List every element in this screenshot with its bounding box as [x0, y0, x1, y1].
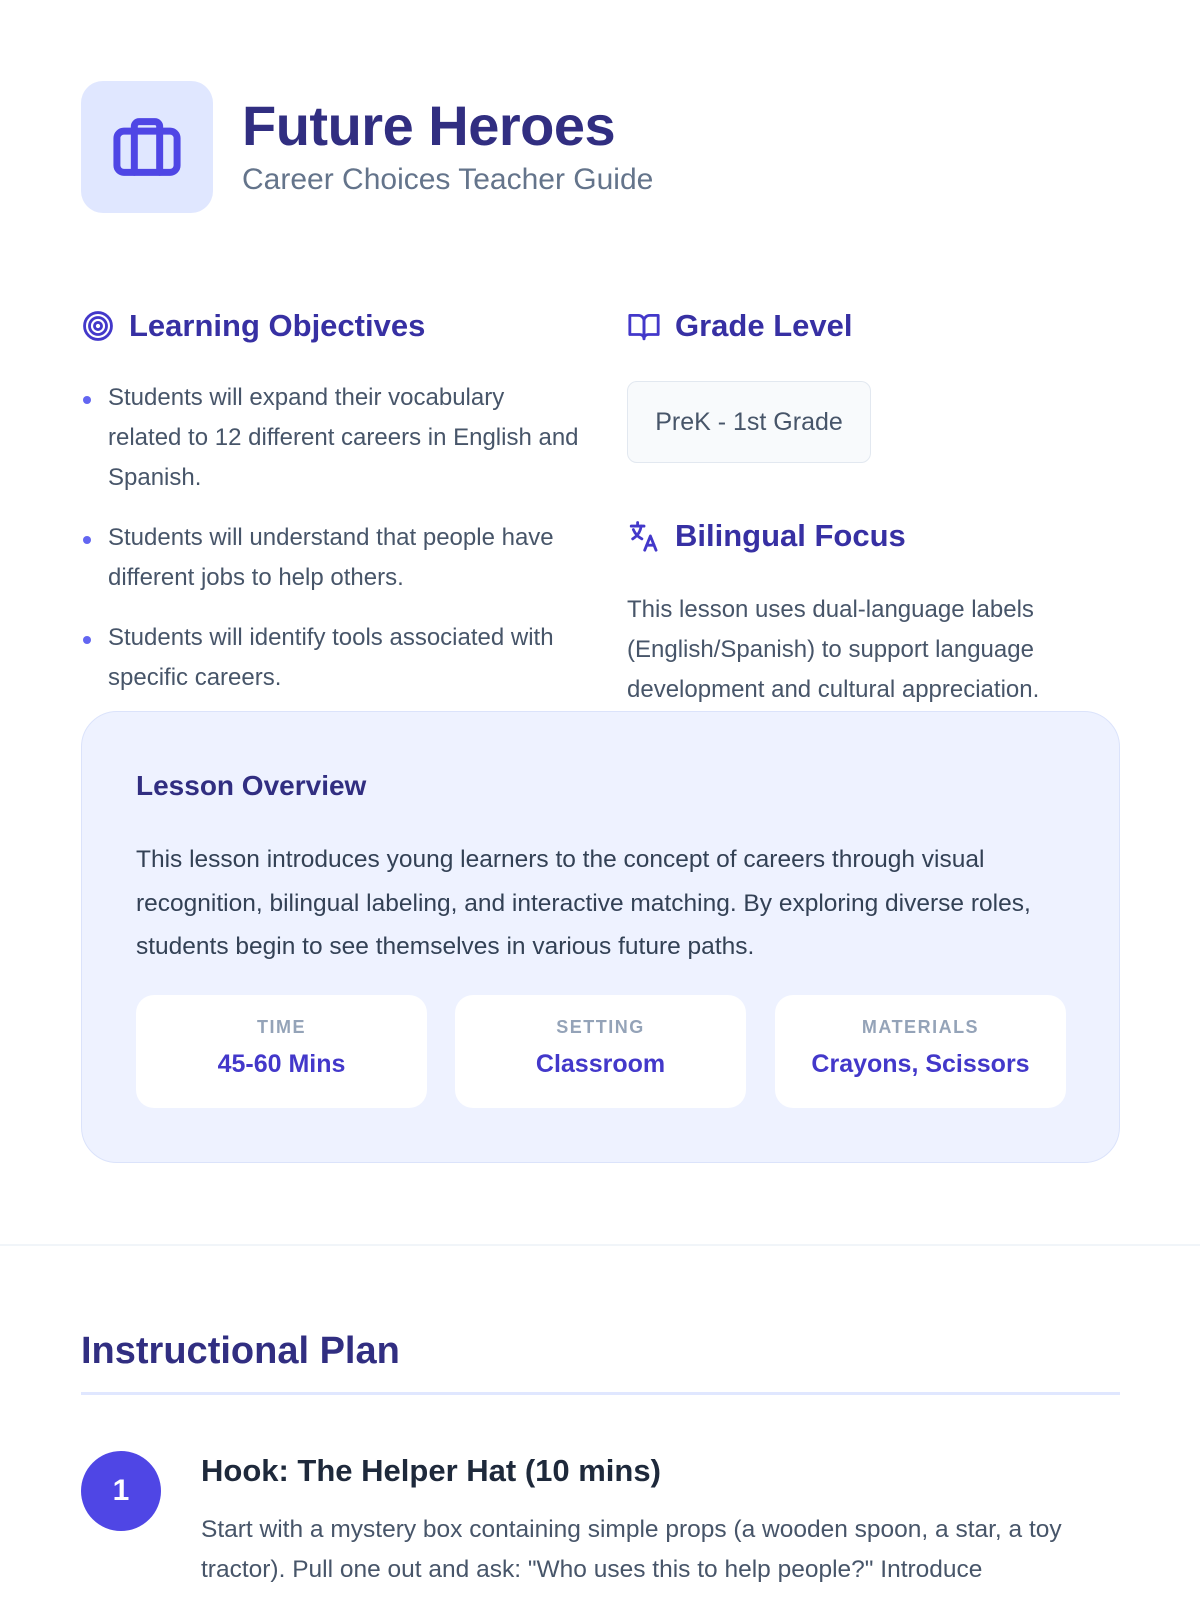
- stat-time: [136, 995, 427, 1108]
- guide-header: [81, 81, 653, 213]
- page-title: Future Heroes: [242, 94, 616, 157]
- overview-title: Lesson Overview: [136, 770, 367, 801]
- target-icon: [81, 309, 115, 343]
- grade-level-badge: PreK - 1st Grade: [627, 381, 871, 463]
- list-item: Students will understand that people have different jobs to help others.: [81, 518, 581, 598]
- stat-value: Crayons, Scissors: [811, 1050, 1030, 1078]
- step-description: Start with a mystery box containing simple props (a wooden spoon, a star, a toy tractor). Pull one out and ask: "Who uses this to help people?" Introduce: [201, 1516, 1062, 1583]
- bilingual-heading: [627, 518, 906, 554]
- stat-setting: [455, 995, 746, 1108]
- stat-value: Classroom: [535, 1050, 666, 1078]
- objectives-heading-label: Learning Objectives: [129, 308, 426, 343]
- plan-title-rule: [81, 1392, 1120, 1395]
- page-subtitle: Career Choices Teacher Guide: [242, 163, 654, 196]
- bilingual-heading-label: Bilingual Focus: [675, 518, 906, 553]
- stat-label: MATERIALS: [861, 1017, 980, 1037]
- stat-value: 45-60 Mins: [217, 1050, 346, 1078]
- bilingual-description: This lesson uses dual-language labels (English/Spanish) to support language development and cultural appreciation.: [627, 596, 1040, 703]
- plan-title: Instructional Plan: [81, 1330, 400, 1372]
- objectives-list: [81, 378, 581, 718]
- step-number-badge: 1: [81, 1451, 161, 1531]
- grade-heading: [627, 308, 852, 344]
- objectives-heading: [81, 308, 425, 344]
- step-title: Hook: The Helper Hat (10 mins): [201, 1453, 661, 1488]
- lesson-overview-card: [81, 711, 1120, 1163]
- book-open-icon: [627, 309, 661, 343]
- translate-icon: [627, 519, 661, 553]
- stat-materials: [775, 995, 1066, 1108]
- list-item: Students will expand their vocabulary related to 12 different careers in English and Spanish.: [81, 378, 581, 498]
- briefcase-icon: [109, 109, 185, 185]
- overview-text: This lesson introduces young learners to the concept of careers through visual recognition, bilingual labeling, and interactive matching. By exploring diverse roles, students begin to see themselves in various future paths.: [136, 846, 1031, 960]
- stat-label: SETTING: [556, 1017, 645, 1037]
- section-divider: [0, 1244, 1200, 1246]
- list-item: Students will identify tools associated with specific careers.: [81, 618, 581, 698]
- grade-heading-label: Grade Level: [675, 308, 853, 343]
- stat-label: TIME: [257, 1017, 306, 1037]
- logo-badge: [81, 81, 213, 213]
